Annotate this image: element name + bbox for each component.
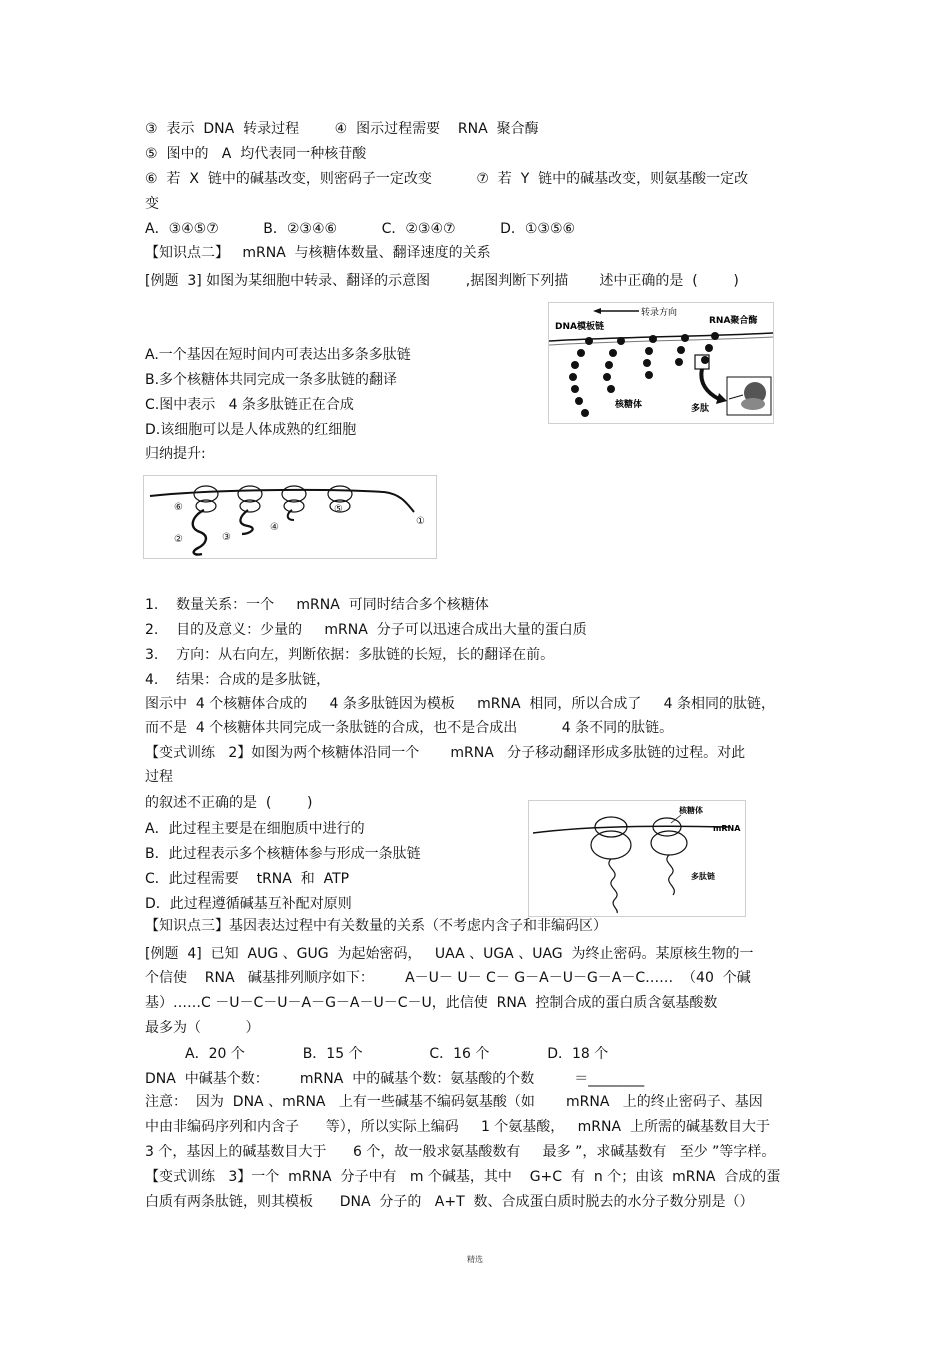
option-b: B．此过程表示多个核糖体参与形成一条肽链 — [145, 846, 421, 862]
ribosome-label: 核糖体 — [679, 806, 703, 815]
text-line: 变 — [145, 196, 159, 212]
option-a: A.一个基因在短时间内可表达出多条多肽链 — [145, 347, 411, 363]
summary-heading: 归纳提升: — [145, 446, 206, 462]
option-c: C．此过程需要 tRNA 和 ATP — [145, 871, 350, 887]
marker-1: ① — [416, 516, 425, 527]
text-line: 白质有两条肽链，则其模板 DNA 分子的 A+T 数、合成蛋白质时脱去的水分子数分别是（） — [145, 1194, 754, 1210]
text-line: 中由非编码序列和内含子 等），所以实际上编码 1 个氨基酸， mRNA 上所需的碱基数目大于 — [145, 1119, 770, 1135]
text-line: ③ 表示 DNA 转录过程 ④ 图示过程需要 RNA 聚合酶 — [145, 121, 539, 137]
text-line: ⑤ 图中的 A 均代表同一种核苷酸 — [145, 146, 367, 162]
option-d: D.该细胞可以是人体成熟的红细胞 — [145, 422, 357, 438]
direction-label: 转录方向 — [641, 308, 678, 318]
option-d: D．此过程遵循碱基互补配对原则 — [145, 896, 352, 912]
text-line: 个信使 RNA 碱基排列顺序如下： A－U－ U－ C－ G－A－U－G－A－C…… （40 个碱 — [145, 970, 751, 986]
marker-4: ④ — [270, 522, 279, 533]
ribosome-label: 核糖体 — [615, 400, 643, 410]
polysome-summary-figure — [143, 475, 437, 559]
page-footer: 精选 — [467, 1255, 483, 1264]
marker-6: ⑥ — [174, 502, 183, 513]
text-line: 4. 结果：合成的是多肽链， — [145, 672, 331, 688]
ribosome-chain-5 — [701, 332, 719, 364]
text-line: 1. 数量关系：一个 mRNA 可同时结合多个核糖体 — [145, 597, 489, 613]
enzyme-label: RNA聚合酶 — [709, 316, 758, 326]
question-stem: [例题 3] 如图为某细胞中转录、翻译的示意图 ,据图判断下列描 述中正确的是 ( ) — [145, 273, 739, 289]
marker-3: ③ — [222, 532, 231, 543]
text-line: DNA 中碱基个数： mRNA 中的碱基个数：氨基酸的个数 ＝________ — [145, 1071, 645, 1087]
section-heading: 【知识点二】 mRNA 与核糖体数量、翻译速度的关系 — [145, 245, 491, 261]
section-heading: 【变式训练 3】一个 mRNA 分子中有 m 个碱基，其中 G+C 有 n 个；由该 mRNA 合成的蛋 — [145, 1169, 781, 1185]
mrna-strand — [533, 826, 729, 833]
question-stem: 的叙述不正确的是 ( ) — [145, 795, 313, 811]
section-heading: 【变式训练 2】如图为两个核糖体沿同一个 mRNA 分子移动翻译形成多肽链的过程。对此 — [145, 745, 746, 761]
option-b: B.多个核糖体共同完成一条多肽链的翻译 — [145, 372, 398, 388]
mrna-label: mRNA — [713, 824, 741, 833]
text-line: ⑥ 若 X 链中的碱基改变，则密码子一定改变 ⑦ 若 Y 链中的碱基改变，则氨基酸一定改 — [145, 171, 749, 187]
text-line: 3 个，基因上的碱基数目大于 6 个，故一般求氨基酸数有 最多 ”，求碱基数有 至少 ”等字样。 — [145, 1144, 776, 1160]
zoom-arrow — [701, 369, 719, 399]
text-line: 3. 方向：从右向左，判断依据：多肽链的长短，长的翻译在前。 — [145, 647, 555, 663]
text-line: 最多为（ ） — [145, 1020, 260, 1036]
peptide-chain-2 — [667, 855, 674, 895]
transcription-translation-figure — [548, 302, 774, 424]
option-c: C.图中表示 4 条多肽链正在合成 — [145, 397, 354, 413]
peptide-chain-1 — [609, 859, 617, 913]
peptide-label: 多肽链 — [691, 872, 715, 881]
ribosome-chain-1 — [569, 337, 593, 417]
peptide-label: 多肽 — [691, 404, 710, 414]
text-line: 而不是 4 个核糖体共同完成一条肽链的合成，也不是合成出 4 条不同的肽链。 — [145, 720, 674, 736]
text-line: 过程 — [145, 769, 173, 785]
ribosome-pair — [591, 817, 687, 859]
text-line: [例题 4] 已知 AUG 、GUG 为起始密码， UAA 、UGA 、UAG 为终止密码。某原核生物的一 — [145, 946, 754, 962]
marker-2: ② — [174, 534, 183, 545]
section-heading: 【知识点三】基因表达过程中有关数量的关系（不考虑内含子和非编码区） — [145, 918, 607, 934]
two-ribosomes-figure — [528, 800, 746, 917]
peptide-medium — [240, 510, 252, 534]
text-line: 2. 目的及意义：少量的 mRNA 分子可以迅速合成出大量的蛋白质 — [145, 622, 587, 638]
text-line: 注意： 因为 DNA 、mRNA 上有一些碱基不编码氨基酸（如 mRNA 上的终止密码子、基因 — [145, 1094, 763, 1110]
dna-label: DNA模板链 — [555, 322, 604, 332]
answer-options: A．③④⑤⑦ B．②③④⑥ C．②③④⑦ D．①③⑤⑥ — [145, 221, 576, 237]
option-a: A．此过程主要是在细胞质中进行的 — [145, 821, 365, 837]
text-line: 图示中 4 个核糖体合成的 4 条多肽链因为模板 mRNA 相同，所以合成了 4 条相同的肽链， — [145, 696, 776, 712]
marker-5: ⑤ — [334, 504, 343, 515]
text-line: 基）……C －U－C－U－A－G－A－U－C－U，此信使 RNA 控制合成的蛋白质含氨基酸数 — [145, 995, 718, 1011]
peptide-long — [193, 510, 206, 555]
answer-options: A．20 个 B．15 个 C．16 个 D．18 个 — [185, 1046, 609, 1062]
ribosome-chain-4 — [675, 334, 689, 366]
ribosome-chain-2 — [603, 337, 625, 393]
